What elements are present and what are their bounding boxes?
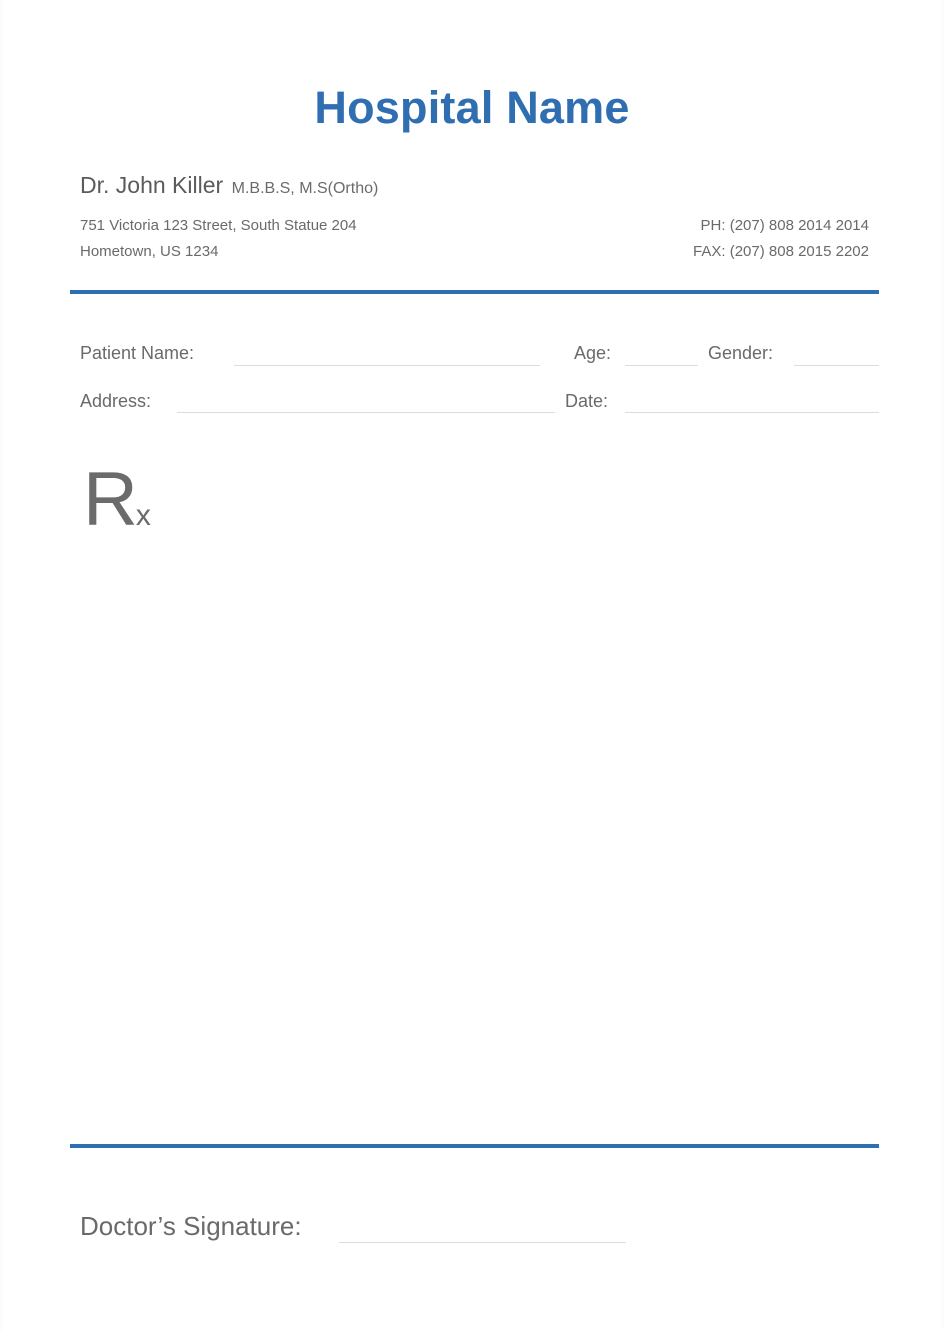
doctor-qualifications: M.B.B.S, M.S(Ortho)	[231, 180, 379, 197]
footer-divider	[70, 1144, 879, 1148]
date-label: Date:	[565, 391, 609, 411]
gender-label: Gender:	[708, 343, 774, 363]
date-field[interactable]	[625, 412, 879, 413]
gender-field[interactable]	[794, 365, 879, 366]
address-field[interactable]	[177, 412, 555, 413]
hospital-name: Hospital Name	[314, 82, 630, 133]
rx-symbol-x: x	[135, 499, 151, 532]
patient-name-field[interactable]	[234, 365, 540, 366]
fax-number: FAX: (207) 808 2015 2202	[693, 243, 869, 260]
patient-name-label: Patient Name:	[80, 343, 195, 363]
age-field[interactable]	[625, 365, 698, 366]
rx-symbol	[83, 457, 151, 542]
signature-label: Doctor’s Signature:	[80, 1211, 302, 1241]
header-divider	[70, 290, 879, 294]
doctor-name: Dr. John Killer	[80, 172, 224, 198]
rx-symbol-r: R	[83, 457, 138, 542]
age-label: Age:	[574, 343, 612, 363]
address-label: Address:	[80, 391, 152, 411]
phone-number: PH: (207) 808 2014 2014	[700, 217, 869, 234]
doctor-line	[80, 172, 378, 199]
signature-field[interactable]	[339, 1242, 626, 1243]
address-line-1: 751 Victoria 123 Street, South Statue 204	[80, 217, 357, 234]
prescription-page	[3, 0, 942, 1330]
address-line-2: Hometown, US 1234	[80, 243, 219, 260]
